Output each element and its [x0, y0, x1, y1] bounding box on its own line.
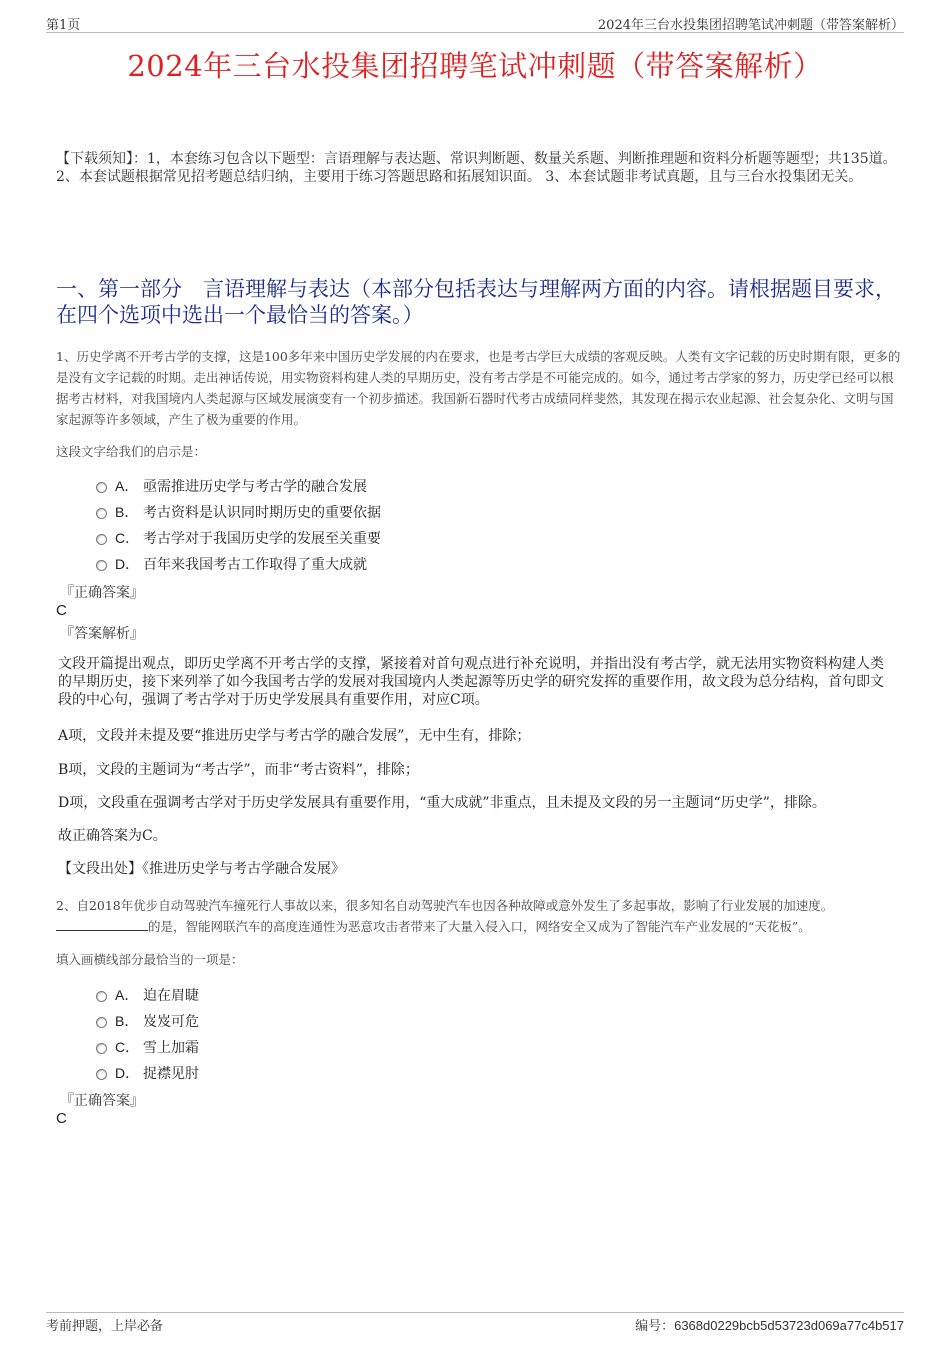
radio-button-icon[interactable] — [96, 1017, 107, 1028]
page-number: 第1页 — [46, 18, 81, 33]
option-d[interactable]: D． 捉襟见肘 — [96, 1060, 199, 1086]
page-footer — [46, 1312, 904, 1333]
question-2-options — [96, 982, 199, 1086]
radio-button-icon[interactable] — [96, 482, 107, 493]
analysis-paragraph: B项，文段的主题词为“考古学”，而非“考古资料”，排除； — [58, 762, 419, 778]
header-doc-title: 2024年三台水投集团招聘笔试冲刺题（带答案解析） — [597, 18, 904, 33]
analysis-label: 『答案解析』 — [60, 626, 144, 642]
document-code: 编号：6368d0229bcb5d53723d069a77c4b517 — [635, 1318, 904, 1334]
answer-label: 『正确答案』 — [60, 585, 144, 601]
radio-button-icon[interactable] — [96, 560, 107, 571]
option-c[interactable]: C． 雪上加霜 — [96, 1034, 199, 1060]
download-notice: 【下载须知】：1，本套练习包含以下题型：言语理解与表达题、常识判断题、数量关系题、判断推理题和资料分析题等题型；共135道。 2、本套试题根据常见招考题总结归纳，主要用于练习答题思路和拓展知识面。 3、本套试题非考试真题，且与三台水投集团无关。 — [56, 151, 897, 185]
analysis-paragraph: A项，文段并未提及要“推进历史学与考古学的融合发展”，无中生有，排除； — [58, 728, 531, 744]
radio-button-icon[interactable] — [96, 508, 107, 519]
radio-button-icon[interactable] — [96, 1043, 107, 1054]
question-1-options — [96, 473, 381, 577]
radio-button-icon[interactable] — [96, 534, 107, 545]
document-title: 2024年三台水投集团招聘笔试冲刺题（带答案解析） — [127, 49, 823, 83]
page-header — [46, 14, 904, 33]
correct-answer: C — [56, 1110, 67, 1127]
option-c[interactable]: C． 考古学对于我国历史学的发展至关重要 — [96, 525, 381, 551]
question-2-prompt: 填入画横线部分最恰当的一项是： — [56, 952, 244, 967]
analysis-paragraph: 故正确答案为C。 — [58, 828, 167, 844]
correct-answer: C — [56, 602, 67, 619]
analysis-paragraph: D项，文段重在强调考古学对于历史学发展具有重要作用，“重大成就”非重点，且未提及文段的另一主题词“历史学”，排除。 — [58, 795, 826, 811]
answer-label: 『正确答案』 — [60, 1093, 144, 1109]
question-1-text: 1、历史学离不开考古学的支撑，这是100多年来中国历史学发展的内在要求，也是考古学巨大成绩的客观反映。人类有文字记载的历史时期有限，更多的是没有文字记载的时期。走出神话传说，用实物资料构建人类的早期历史，没有考古学是不可能完成的。如今，通过考古学家的努力，历史学已经可以根据考古材料，对我国境内人类起源与区域发展演变有一个初步描述。我国新石器时代考古成绩同样斐然，其发现在揭示农业起源、社会复杂化、文明与国家起源等许多领域，产生了极为重要的作用。 — [56, 349, 901, 427]
radio-button-icon[interactable] — [96, 1069, 107, 1080]
question-2-text: 2、自2018年优步自动驾驶汽车撞死行人事故以来，很多知名自动驾驶汽车也因各种故障或意外发生了多起事故，影响了行业发展的加速度。的是，智能网联汽车的高度连通性为恶意攻击者带来了大量入侵入口，网络安全又成为了智能汽车产业发展的“天花板”。 — [56, 898, 834, 934]
option-a[interactable]: A． 亟需推进历史学与考古学的融合发展 — [96, 473, 381, 499]
option-d[interactable]: D． 百年来我国考古工作取得了重大成就 — [96, 551, 381, 577]
option-b[interactable]: B． 考古资料是认识同时期历史的重要依据 — [96, 499, 381, 525]
source-citation: 【文段出处】《推进历史学与考古学融合发展》 — [58, 861, 345, 877]
question-1-prompt: 这段文字给我们的启示是： — [56, 444, 207, 459]
option-b[interactable]: B． 岌岌可危 — [96, 1008, 199, 1034]
fill-blank-line — [56, 918, 148, 931]
footer-slogan: 考前押题，上岸必备 — [46, 1319, 164, 1334]
radio-button-icon[interactable] — [96, 991, 107, 1002]
section-heading: 一、第一部分 言语理解与表达（本部分包括表达与理解两方面的内容。请根据题目要求，在四个选项中选出一个最恰当的答案。） — [56, 277, 896, 327]
analysis-paragraph: 文段开篇提出观点，即历史学离不开考古学的支撑，紧接着对首句观点进行补充说明，并指出没有考古学，就无法用实物资料构建人类的早期历史，接下来列举了如今我国考古学的发展对我国境内人类起源等历史学的研究发挥的重要作用，故文段为总分结构，首句即文段的中心句，强调了考古学对于历史学发展具有重要作用，对应C项。 — [58, 656, 884, 708]
option-a[interactable]: A． 迫在眉睫 — [96, 982, 199, 1008]
